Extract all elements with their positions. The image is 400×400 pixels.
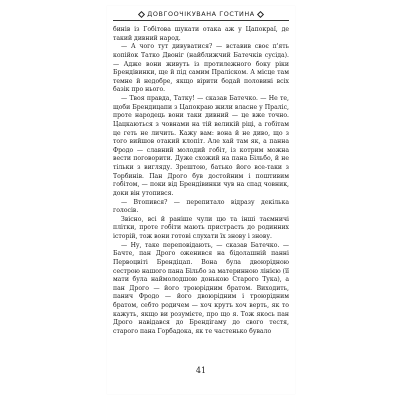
paragraph: — Твоя правда, Татку! — сказав Батечко. — Не те, щоби Брендицапи з Цапокраю жили власне у Праліс, проте народець вони таки дивний — це вже точно. Цацкаються з човнами на тій великій ріці, а гобітам це геть не личить. Кажу вам: вона й не диво, що з того вийшов отакий клопіт. Але хай там як, а панна Фродо — славний молодий гобіт, із котрим можна вести поговорити. Дуже схожий на пана Більбо, й не тільки з вигляду. Зрештою, батько його все-таки з Торбинів. Пан Дрого був достойним і поштивим гобітом, — поки від Брендівинки чув на спад човник, доки він утопився. [113, 95, 289, 197]
header-rule [113, 20, 289, 21]
running-title: ДОВГООЧІКУВАНА ГОСТИНА [147, 10, 255, 18]
paragraph: Звісно, всі й раніше чули цю та інші таємничі плітки, проте гобіти мають пристрасть до родинних історій, тож вони готові слухати їх знову і знову. [113, 215, 289, 240]
book-page [107, 6, 295, 394]
running-header [107, 10, 295, 18]
paragraph: — Втопився? — перепитало відразу декілька голосів. [113, 198, 289, 215]
body-text [113, 26, 289, 337]
paragraph: — Ну, таке переповідають, — сказав Батечко. — Бачте, пан Дрого оженився на бідолашній панні Первоцвіті Брендіцап. Вона була двоюрідною сестрою нашого пана Більбо за материнною лінією (її мати була наймолодшою донькою Старого Тука), а пан Дрого — його троюрідним братом. Виходить, панич Фродо — його двоюрідним і троюрідним братом, себто родичем — хоч крутъ хоч верть, як то кажуть, якщо ви розумієте, про що я. Тож якось пан Дрого навідався до Брендігаму до свого тестя, старого пана Горбадока, як те частенько бувало [113, 241, 290, 335]
paragraph: — А чого тут дивуватися? — вставив своє п'ять копійок Татко Двоніг (найближчий Батечків сусіда). — Адже вони живуть із протилежного боку ріки Брендівинки, ще й під самим Праліском. А місце там темне й недобре, якщо вірити бодай половині всіх базік про нього. [113, 43, 289, 94]
ornament-diamond-icon [138, 10, 145, 17]
page-number: 41 [195, 366, 207, 375]
paragraph: бинів із Гобітова шукати отака аж у Цапокраї, де такий дивний народ. [113, 26, 289, 42]
ornament-diamond-icon [257, 10, 264, 17]
